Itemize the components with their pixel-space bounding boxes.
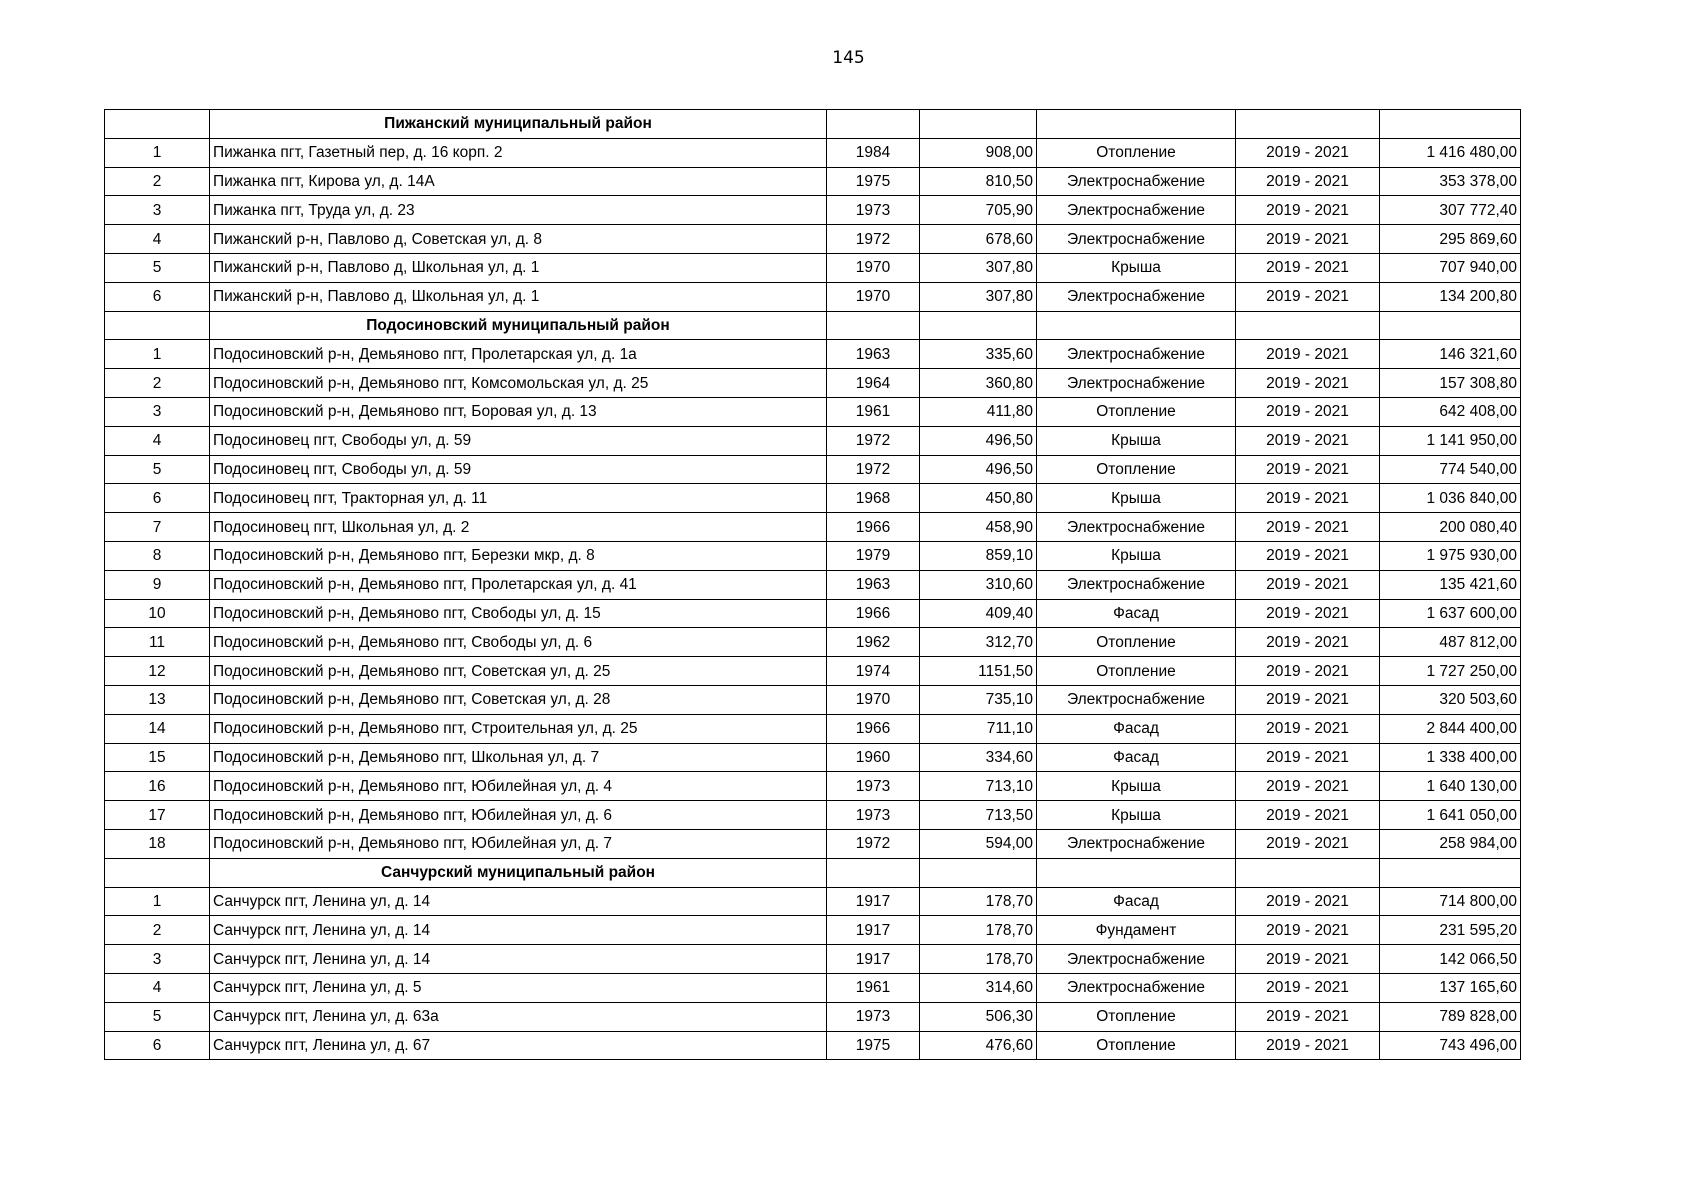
cost-cell: 2 844 400,00: [1380, 714, 1521, 743]
address-cell: Подосиновский р-н, Демьяново пгт, Советская ул, д. 25: [210, 657, 827, 686]
row-number-cell: 6: [105, 282, 210, 311]
cost-cell: 1 141 950,00: [1380, 426, 1521, 455]
cost-cell: 714 800,00: [1380, 887, 1521, 916]
period-cell: 2019 - 2021: [1236, 340, 1380, 369]
table-row: [105, 196, 1521, 225]
address-cell: Подосиновский р-н, Демьяново пгт, Комсомольская ул, д. 25: [210, 369, 827, 398]
work-type-cell: Фасад: [1037, 887, 1236, 916]
address-cell: Подосиновец пгт, Школьная ул, д. 2: [210, 513, 827, 542]
row-number-cell: 5: [105, 253, 210, 282]
table-row: [105, 714, 1521, 743]
address-cell: Пижанский р-н, Павлово д, Школьная ул, д. 1: [210, 282, 827, 311]
build-year-cell: 1974: [827, 657, 920, 686]
table-row: [105, 1002, 1521, 1031]
cost-cell: 743 496,00: [1380, 1031, 1521, 1060]
area-cell: 678,60: [920, 225, 1037, 254]
cost-cell: 642 408,00: [1380, 397, 1521, 426]
build-year-cell: 1917: [827, 916, 920, 945]
cost-cell: 1 036 840,00: [1380, 484, 1521, 513]
row-number-cell: 13: [105, 685, 210, 714]
work-type-cell: Фасад: [1037, 743, 1236, 772]
build-year-cell: 1972: [827, 455, 920, 484]
table-row: [105, 369, 1521, 398]
table-row: [105, 916, 1521, 945]
district-name: Подосиновский муниципальный район: [210, 311, 827, 340]
table-row: [105, 599, 1521, 628]
row-number-cell: 2: [105, 369, 210, 398]
work-type-cell: Электроснабжение: [1037, 282, 1236, 311]
row-number-cell: 16: [105, 772, 210, 801]
table-row: [105, 340, 1521, 369]
period-cell: 2019 - 2021: [1236, 1002, 1380, 1031]
address-cell: Пижанский р-н, Павлово д, Советская ул, д. 8: [210, 225, 827, 254]
work-type-cell: Электроснабжение: [1037, 973, 1236, 1002]
work-type-cell: Крыша: [1037, 426, 1236, 455]
area-cell: 594,00: [920, 829, 1037, 858]
address-cell: Подосиновский р-н, Демьяново пгт, Юбилейная ул, д. 7: [210, 829, 827, 858]
area-cell: 411,80: [920, 397, 1037, 426]
cost-cell: 295 869,60: [1380, 225, 1521, 254]
period-cell: 2019 - 2021: [1236, 801, 1380, 830]
empty-cell: [1380, 110, 1521, 139]
table-row: [105, 455, 1521, 484]
work-type-cell: Электроснабжение: [1037, 685, 1236, 714]
empty-cell: [1236, 311, 1380, 340]
table-row: [105, 685, 1521, 714]
district-header-row: [105, 311, 1521, 340]
table-row: [105, 973, 1521, 1002]
area-cell: 360,80: [920, 369, 1037, 398]
cost-cell: 1 416 480,00: [1380, 138, 1521, 167]
table-row: [105, 570, 1521, 599]
work-type-cell: Фундамент: [1037, 916, 1236, 945]
cost-cell: 231 595,20: [1380, 916, 1521, 945]
build-year-cell: 1975: [827, 167, 920, 196]
cost-cell: 774 540,00: [1380, 455, 1521, 484]
table-row: [105, 397, 1521, 426]
table-row: [105, 743, 1521, 772]
table-row: [105, 945, 1521, 974]
area-cell: 735,10: [920, 685, 1037, 714]
table-row: [105, 657, 1521, 686]
row-number-cell: 1: [105, 138, 210, 167]
area-cell: 859,10: [920, 541, 1037, 570]
area-cell: 310,60: [920, 570, 1037, 599]
area-cell: 312,70: [920, 628, 1037, 657]
period-cell: 2019 - 2021: [1236, 945, 1380, 974]
address-cell: Подосиновский р-н, Демьяново пгт, Строительная ул, д. 25: [210, 714, 827, 743]
period-cell: 2019 - 2021: [1236, 599, 1380, 628]
work-type-cell: Крыша: [1037, 772, 1236, 801]
period-cell: 2019 - 2021: [1236, 253, 1380, 282]
period-cell: 2019 - 2021: [1236, 225, 1380, 254]
period-cell: 2019 - 2021: [1236, 282, 1380, 311]
row-number-cell: 12: [105, 657, 210, 686]
cost-cell: 1 641 050,00: [1380, 801, 1521, 830]
area-cell: 496,50: [920, 426, 1037, 455]
row-number-cell: 10: [105, 599, 210, 628]
area-cell: 713,10: [920, 772, 1037, 801]
row-number-cell: 17: [105, 801, 210, 830]
build-year-cell: 1962: [827, 628, 920, 657]
registry-body: [105, 110, 1521, 1060]
area-cell: 178,70: [920, 916, 1037, 945]
cost-cell: 1 727 250,00: [1380, 657, 1521, 686]
row-number-cell: 5: [105, 455, 210, 484]
area-cell: 713,50: [920, 801, 1037, 830]
area-cell: 178,70: [920, 945, 1037, 974]
address-cell: Подосиновский р-н, Демьяново пгт, Школьная ул, д. 7: [210, 743, 827, 772]
cost-cell: 146 321,60: [1380, 340, 1521, 369]
area-cell: 307,80: [920, 282, 1037, 311]
work-type-cell: Отопление: [1037, 657, 1236, 686]
work-type-cell: Отопление: [1037, 628, 1236, 657]
table-row: [105, 167, 1521, 196]
cost-cell: 1 640 130,00: [1380, 772, 1521, 801]
district-header-row: [105, 858, 1521, 887]
cost-cell: 200 080,40: [1380, 513, 1521, 542]
address-cell: Подосиновский р-н, Демьяново пгт, Советская ул, д. 28: [210, 685, 827, 714]
address-cell: Санчурск пгт, Ленина ул, д. 14: [210, 945, 827, 974]
work-type-cell: Фасад: [1037, 599, 1236, 628]
build-year-cell: 1979: [827, 541, 920, 570]
empty-cell: [920, 311, 1037, 340]
period-cell: 2019 - 2021: [1236, 426, 1380, 455]
build-year-cell: 1973: [827, 801, 920, 830]
table-row: [105, 541, 1521, 570]
row-number-cell: 4: [105, 973, 210, 1002]
address-cell: Пижанка пгт, Труда ул, д. 23: [210, 196, 827, 225]
cost-cell: 137 165,60: [1380, 973, 1521, 1002]
area-cell: 705,90: [920, 196, 1037, 225]
address-cell: Подосиновец пгт, Свободы ул, д. 59: [210, 426, 827, 455]
build-year-cell: 1917: [827, 887, 920, 916]
period-cell: 2019 - 2021: [1236, 685, 1380, 714]
area-cell: 450,80: [920, 484, 1037, 513]
period-cell: 2019 - 2021: [1236, 513, 1380, 542]
build-year-cell: 1961: [827, 973, 920, 1002]
row-number-cell: 8: [105, 541, 210, 570]
district-name: Санчурский муниципальный район: [210, 858, 827, 887]
build-year-cell: 1966: [827, 714, 920, 743]
build-year-cell: 1970: [827, 253, 920, 282]
period-cell: 2019 - 2021: [1236, 829, 1380, 858]
build-year-cell: 1973: [827, 1002, 920, 1031]
period-cell: 2019 - 2021: [1236, 657, 1380, 686]
address-cell: Санчурск пгт, Ленина ул, д. 5: [210, 973, 827, 1002]
build-year-cell: 1984: [827, 138, 920, 167]
table-row: [105, 426, 1521, 455]
period-cell: 2019 - 2021: [1236, 570, 1380, 599]
empty-cell: [1236, 110, 1380, 139]
period-cell: 2019 - 2021: [1236, 484, 1380, 513]
work-type-cell: Отопление: [1037, 1031, 1236, 1060]
period-cell: 2019 - 2021: [1236, 369, 1380, 398]
table-row: [105, 829, 1521, 858]
area-cell: 314,60: [920, 973, 1037, 1002]
work-type-cell: Электроснабжение: [1037, 945, 1236, 974]
build-year-cell: 1975: [827, 1031, 920, 1060]
area-cell: 334,60: [920, 743, 1037, 772]
work-type-cell: Электроснабжение: [1037, 167, 1236, 196]
build-year-cell: 1963: [827, 570, 920, 599]
work-type-cell: Отопление: [1037, 138, 1236, 167]
work-type-cell: Крыша: [1037, 484, 1236, 513]
table-row: [105, 253, 1521, 282]
table-row: [105, 225, 1521, 254]
build-year-cell: 1970: [827, 282, 920, 311]
work-type-cell: Отопление: [1037, 455, 1236, 484]
work-type-cell: Отопление: [1037, 1002, 1236, 1031]
area-cell: 496,50: [920, 455, 1037, 484]
address-cell: Пижанка пгт, Газетный пер, д. 16 корп. 2: [210, 138, 827, 167]
row-number-cell: 14: [105, 714, 210, 743]
work-type-cell: Крыша: [1037, 253, 1236, 282]
work-type-cell: Электроснабжение: [1037, 225, 1236, 254]
area-cell: 307,80: [920, 253, 1037, 282]
area-cell: 409,40: [920, 599, 1037, 628]
row-number-cell: 3: [105, 397, 210, 426]
period-cell: 2019 - 2021: [1236, 455, 1380, 484]
table-row: [105, 484, 1521, 513]
row-number-cell: 1: [105, 887, 210, 916]
work-type-cell: Электроснабжение: [1037, 340, 1236, 369]
cost-cell: 258 984,00: [1380, 829, 1521, 858]
empty-cell: [827, 311, 920, 340]
row-number-cell: 3: [105, 945, 210, 974]
address-cell: Санчурск пгт, Ленина ул, д. 63а: [210, 1002, 827, 1031]
cost-cell: 487 812,00: [1380, 628, 1521, 657]
row-number-cell: 4: [105, 426, 210, 455]
build-year-cell: 1960: [827, 743, 920, 772]
area-cell: 476,60: [920, 1031, 1037, 1060]
address-cell: Подосиновский р-н, Демьяново пгт, Пролетарская ул, д. 41: [210, 570, 827, 599]
page-number: 145: [832, 48, 865, 68]
build-year-cell: 1973: [827, 772, 920, 801]
period-cell: 2019 - 2021: [1236, 887, 1380, 916]
period-cell: 2019 - 2021: [1236, 973, 1380, 1002]
build-year-cell: 1970: [827, 685, 920, 714]
row-number-cell: 18: [105, 829, 210, 858]
cost-cell: 157 308,80: [1380, 369, 1521, 398]
period-cell: 2019 - 2021: [1236, 541, 1380, 570]
table-row: [105, 513, 1521, 542]
row-number-cell: 5: [105, 1002, 210, 1031]
empty-cell: [920, 858, 1037, 887]
period-cell: 2019 - 2021: [1236, 743, 1380, 772]
row-number-cell: 11: [105, 628, 210, 657]
table-row: [105, 628, 1521, 657]
period-cell: 2019 - 2021: [1236, 397, 1380, 426]
build-year-cell: 1968: [827, 484, 920, 513]
work-type-cell: Электроснабжение: [1037, 829, 1236, 858]
row-number-cell: 7: [105, 513, 210, 542]
cost-cell: 142 066,50: [1380, 945, 1521, 974]
cost-cell: 1 338 400,00: [1380, 743, 1521, 772]
work-type-cell: Отопление: [1037, 397, 1236, 426]
row-number-cell: 9: [105, 570, 210, 599]
empty-cell: [1037, 110, 1236, 139]
row-number-cell: 2: [105, 916, 210, 945]
row-number-cell: 15: [105, 743, 210, 772]
period-cell: 2019 - 2021: [1236, 196, 1380, 225]
area-cell: 810,50: [920, 167, 1037, 196]
work-type-cell: Крыша: [1037, 541, 1236, 570]
period-cell: 2019 - 2021: [1236, 138, 1380, 167]
address-cell: Подосиновский р-н, Демьяново пгт, Свободы ул, д. 6: [210, 628, 827, 657]
build-year-cell: 1973: [827, 196, 920, 225]
address-cell: Санчурск пгт, Ленина ул, д. 14: [210, 916, 827, 945]
period-cell: 2019 - 2021: [1236, 916, 1380, 945]
empty-cell: [105, 110, 210, 139]
period-cell: 2019 - 2021: [1236, 772, 1380, 801]
area-cell: 178,70: [920, 887, 1037, 916]
district-name: Пижанский муниципальный район: [210, 110, 827, 139]
cost-cell: 1 975 930,00: [1380, 541, 1521, 570]
empty-cell: [920, 110, 1037, 139]
address-cell: Пижанский р-н, Павлово д, Школьная ул, д. 1: [210, 253, 827, 282]
period-cell: 2019 - 2021: [1236, 167, 1380, 196]
address-cell: Подосиновский р-н, Демьяново пгт, Свободы ул, д. 15: [210, 599, 827, 628]
build-year-cell: 1966: [827, 599, 920, 628]
empty-cell: [1236, 858, 1380, 887]
address-cell: Подосиновский р-н, Демьяново пгт, Березки мкр, д. 8: [210, 541, 827, 570]
period-cell: 2019 - 2021: [1236, 1031, 1380, 1060]
cost-cell: 320 503,60: [1380, 685, 1521, 714]
area-cell: 458,90: [920, 513, 1037, 542]
build-year-cell: 1972: [827, 225, 920, 254]
empty-cell: [827, 858, 920, 887]
address-cell: Подосиновский р-н, Демьяново пгт, Юбилейная ул, д. 4: [210, 772, 827, 801]
address-cell: Пижанка пгт, Кирова ул, д. 14А: [210, 167, 827, 196]
area-cell: 1151,50: [920, 657, 1037, 686]
cost-cell: 134 200,80: [1380, 282, 1521, 311]
table-row: [105, 1031, 1521, 1060]
empty-cell: [1037, 858, 1236, 887]
cost-cell: 307 772,40: [1380, 196, 1521, 225]
work-type-cell: Фасад: [1037, 714, 1236, 743]
empty-cell: [1037, 311, 1236, 340]
work-type-cell: Электроснабжение: [1037, 196, 1236, 225]
row-number-cell: 4: [105, 225, 210, 254]
build-year-cell: 1961: [827, 397, 920, 426]
row-number-cell: 2: [105, 167, 210, 196]
work-type-cell: Электроснабжение: [1037, 513, 1236, 542]
row-number-cell: 6: [105, 484, 210, 513]
area-cell: 506,30: [920, 1002, 1037, 1031]
address-cell: Подосиновский р-н, Демьяново пгт, Боровая ул, д. 13: [210, 397, 827, 426]
build-year-cell: 1972: [827, 426, 920, 455]
work-type-cell: Крыша: [1037, 801, 1236, 830]
empty-cell: [1380, 311, 1521, 340]
cost-cell: 353 378,00: [1380, 167, 1521, 196]
table-row: [105, 772, 1521, 801]
period-cell: 2019 - 2021: [1236, 714, 1380, 743]
build-year-cell: 1963: [827, 340, 920, 369]
address-cell: Санчурск пгт, Ленина ул, д. 67: [210, 1031, 827, 1060]
table-row: [105, 138, 1521, 167]
cost-cell: 1 637 600,00: [1380, 599, 1521, 628]
build-year-cell: 1966: [827, 513, 920, 542]
row-number-cell: 1: [105, 340, 210, 369]
cost-cell: 789 828,00: [1380, 1002, 1521, 1031]
area-cell: 335,60: [920, 340, 1037, 369]
cost-cell: 707 940,00: [1380, 253, 1521, 282]
work-type-cell: Электроснабжение: [1037, 369, 1236, 398]
address-cell: Подосиновец пгт, Свободы ул, д. 59: [210, 455, 827, 484]
address-cell: Санчурск пгт, Ленина ул, д. 14: [210, 887, 827, 916]
empty-cell: [1380, 858, 1521, 887]
address-cell: Подосиновский р-н, Демьяново пгт, Юбилейная ул, д. 6: [210, 801, 827, 830]
build-year-cell: 1917: [827, 945, 920, 974]
period-cell: 2019 - 2021: [1236, 628, 1380, 657]
table-row: [105, 801, 1521, 830]
row-number-cell: 3: [105, 196, 210, 225]
build-year-cell: 1972: [827, 829, 920, 858]
address-cell: Подосиновский р-н, Демьяново пгт, Пролетарская ул, д. 1а: [210, 340, 827, 369]
build-year-cell: 1964: [827, 369, 920, 398]
district-header-row: [105, 110, 1521, 139]
empty-cell: [105, 858, 210, 887]
empty-cell: [827, 110, 920, 139]
empty-cell: [105, 311, 210, 340]
address-cell: Подосиновец пгт, Тракторная ул, д. 11: [210, 484, 827, 513]
work-type-cell: Электроснабжение: [1037, 570, 1236, 599]
repair-registry-table: [104, 109, 1521, 1060]
area-cell: 908,00: [920, 138, 1037, 167]
area-cell: 711,10: [920, 714, 1037, 743]
table-row: [105, 887, 1521, 916]
table-row: [105, 282, 1521, 311]
row-number-cell: 6: [105, 1031, 210, 1060]
cost-cell: 135 421,60: [1380, 570, 1521, 599]
